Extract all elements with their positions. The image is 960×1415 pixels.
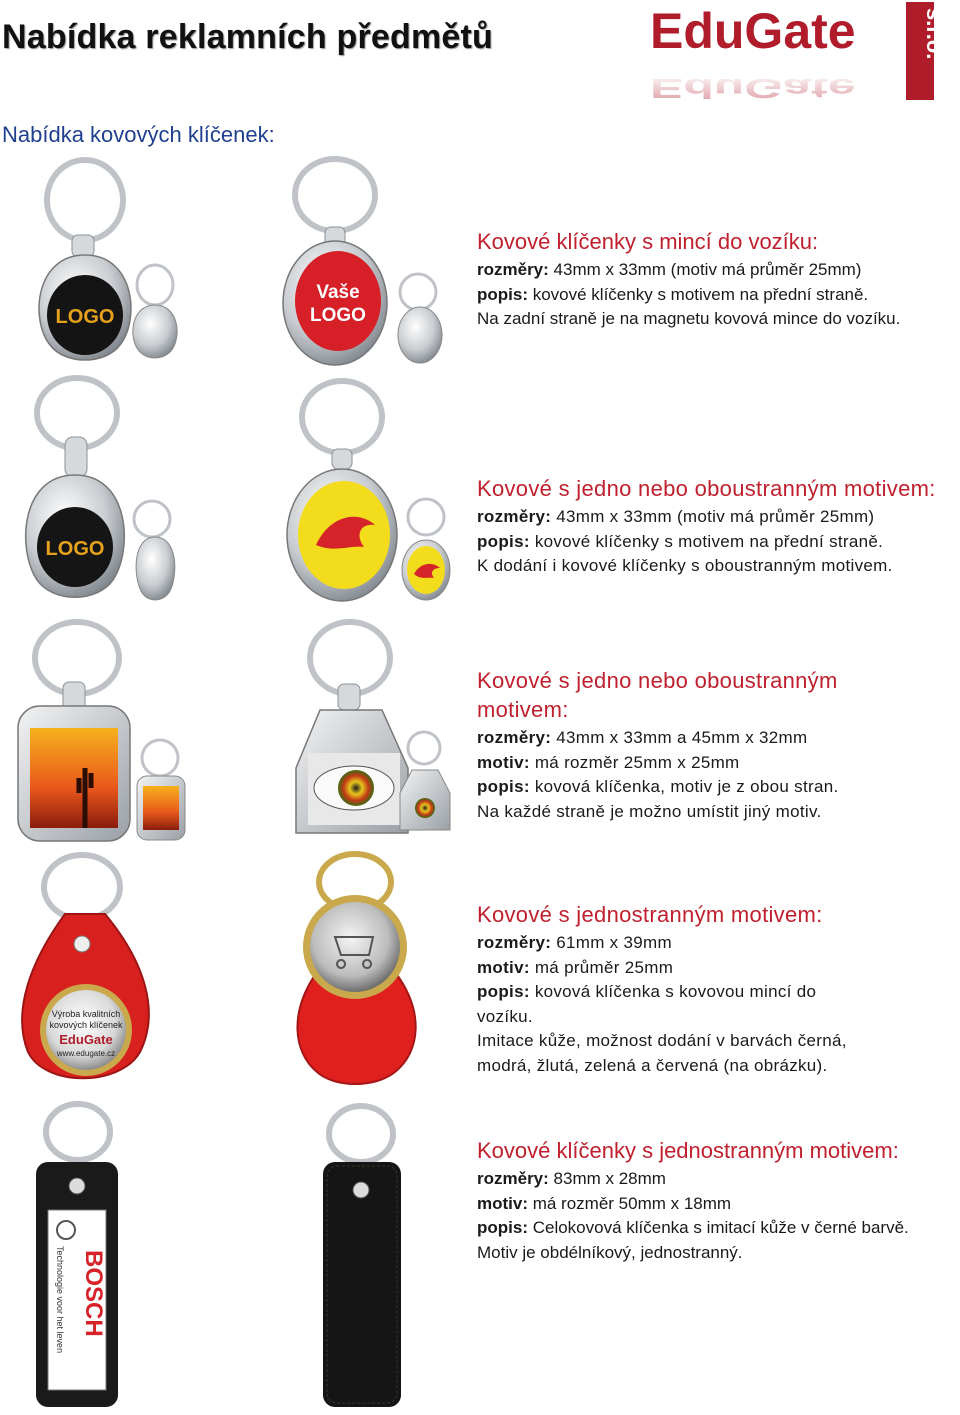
- product-4-line-3: [477, 980, 877, 1029]
- product-5-title: Kovové klíčenky s jednostranným motivem:: [477, 1138, 899, 1163]
- value-popis: kovová klíčenka s kovovou mincí do vozíku.: [477, 982, 817, 1026]
- product-3-line-2: [477, 751, 877, 776]
- product-5-line-2: [477, 1192, 947, 1217]
- logo-print: LOGO: [310, 305, 366, 326]
- value-popis: kovová klíčenka, motiv je z obou stran.: [529, 777, 839, 796]
- logo-suffix-text: s.r.o.: [922, 8, 947, 60]
- value-motiv: má rozměr 50mm x 18mm: [528, 1193, 732, 1213]
- product-5-line-3: [477, 1216, 947, 1241]
- product-1-image-left: [10, 155, 290, 370]
- value-rozmery: 43mm x 33mm (motiv má průměr 25mm): [548, 260, 862, 279]
- product-2-line-2: [477, 530, 936, 555]
- value-motiv: má rozměr 25mm x 25mm: [529, 752, 740, 772]
- product-4-line-4: Imitace kůže, možnost dodání v barvách černá, modrá, žlutá, zelená a červená (na obrázku).: [477, 1031, 847, 1075]
- product-4-image-left: [20, 852, 170, 1087]
- logo-print: LOGO: [45, 538, 105, 560]
- value-popis: Celokovová klíčenka s imitací kůže v černé barvě.: [528, 1218, 909, 1237]
- label-motiv: motiv:: [477, 957, 530, 977]
- product-4-line-1: [477, 931, 877, 956]
- product-5-image-left: [30, 1100, 130, 1410]
- label-rozmery: rozměry:: [477, 933, 552, 952]
- product-1-title: Kovové klíčenky s mincí do vozíku:: [477, 229, 819, 254]
- label-popis: popis:: [477, 284, 528, 304]
- bosch-slogan: Technologie voor het leven: [55, 1246, 65, 1354]
- product-5-image-right: [305, 1100, 425, 1410]
- label-motiv: motiv:: [477, 1193, 528, 1213]
- product-1-line-1: [477, 258, 900, 283]
- product-2-image-right: [280, 375, 470, 610]
- product-2-image-left: [15, 375, 275, 610]
- section-title: Nabídka kovových klíčenek:: [2, 122, 275, 147]
- product-1-line-2: [477, 283, 900, 308]
- label-rozmery: rozměry:: [477, 728, 552, 747]
- page-title: Nabídka reklamních předmětů: [2, 18, 493, 56]
- product-2-description: [477, 475, 936, 579]
- product-3-image-left: [15, 618, 280, 846]
- label-popis: popis:: [477, 982, 530, 1001]
- product-1-line-3: Na zadní straně je na magnetu kovová mince do vozíku.: [477, 309, 901, 328]
- product-4-line-2: [477, 956, 877, 981]
- value-rozmery: 83mm x 28mm: [548, 1169, 666, 1188]
- product-3-line-1: [477, 726, 877, 751]
- label-motiv: motiv:: [477, 752, 530, 772]
- product-5-line-1: [477, 1167, 947, 1192]
- label-popis: popis:: [477, 531, 530, 551]
- product-2-line-1: [477, 505, 936, 530]
- product-5-description: [477, 1137, 947, 1265]
- product-3-image-right: [290, 618, 470, 846]
- coin-text-4: www.edugate.cz: [56, 1049, 116, 1058]
- logo-print: LOGO: [55, 306, 115, 328]
- product-4-title: Kovové s jednostranným motivem:: [477, 902, 823, 927]
- product-3-line-4: Na každé straně je možno umístit jiný motiv.: [477, 801, 822, 821]
- product-3-title: Kovové s jedno nebo oboustranným motivem:: [477, 668, 838, 722]
- product-4-description: [477, 901, 877, 1078]
- product-1-image-right: [280, 155, 460, 370]
- coin-text-3: EduGate: [59, 1032, 113, 1047]
- value-rozmery: 43mm x 33mm a 45mm x 32mm: [551, 728, 808, 747]
- value-popis: kovové klíčenky s motivem na přední straně.: [528, 284, 869, 304]
- label-rozmery: rozměry:: [477, 1169, 549, 1188]
- coin-text-1: Výroba kvalitních: [51, 1009, 121, 1019]
- value-rozmery: 61mm x 39mm: [551, 933, 672, 952]
- label-popis: popis:: [477, 777, 530, 796]
- value-rozmery: 43mm x 33mm (motiv má průměr 25mm): [551, 507, 875, 526]
- product-2-title: Kovové s jedno nebo oboustranným motivem:: [477, 476, 936, 501]
- label-rozmery: rozměry:: [477, 260, 549, 279]
- bosch-print: BOSCH: [80, 1250, 107, 1337]
- coin-text-2: kovových klíčenek: [49, 1020, 123, 1030]
- product-3-line-3: [477, 775, 877, 800]
- logo-reflection: EduGate: [650, 72, 856, 105]
- edugate-logo: [648, 2, 947, 105]
- value-motiv: má průměr 25mm: [529, 957, 674, 977]
- vase-print: Vaše: [316, 282, 360, 303]
- value-popis: kovové klíčenky s motivem na přední straně.: [529, 531, 884, 551]
- product-4-image-right: [295, 852, 455, 1087]
- product-5-line-4: Motiv je obdélníkový, jednostranný.: [477, 1242, 743, 1262]
- product-3-description: [477, 666, 877, 824]
- label-rozmery: rozměry:: [477, 507, 552, 526]
- product-2-line-3: K dodání i kovové klíčenky s oboustranným motivem.: [477, 556, 893, 575]
- logo-main-text: EduGate: [650, 3, 856, 59]
- label-popis: popis:: [477, 1218, 528, 1237]
- product-1-description: [477, 228, 900, 332]
